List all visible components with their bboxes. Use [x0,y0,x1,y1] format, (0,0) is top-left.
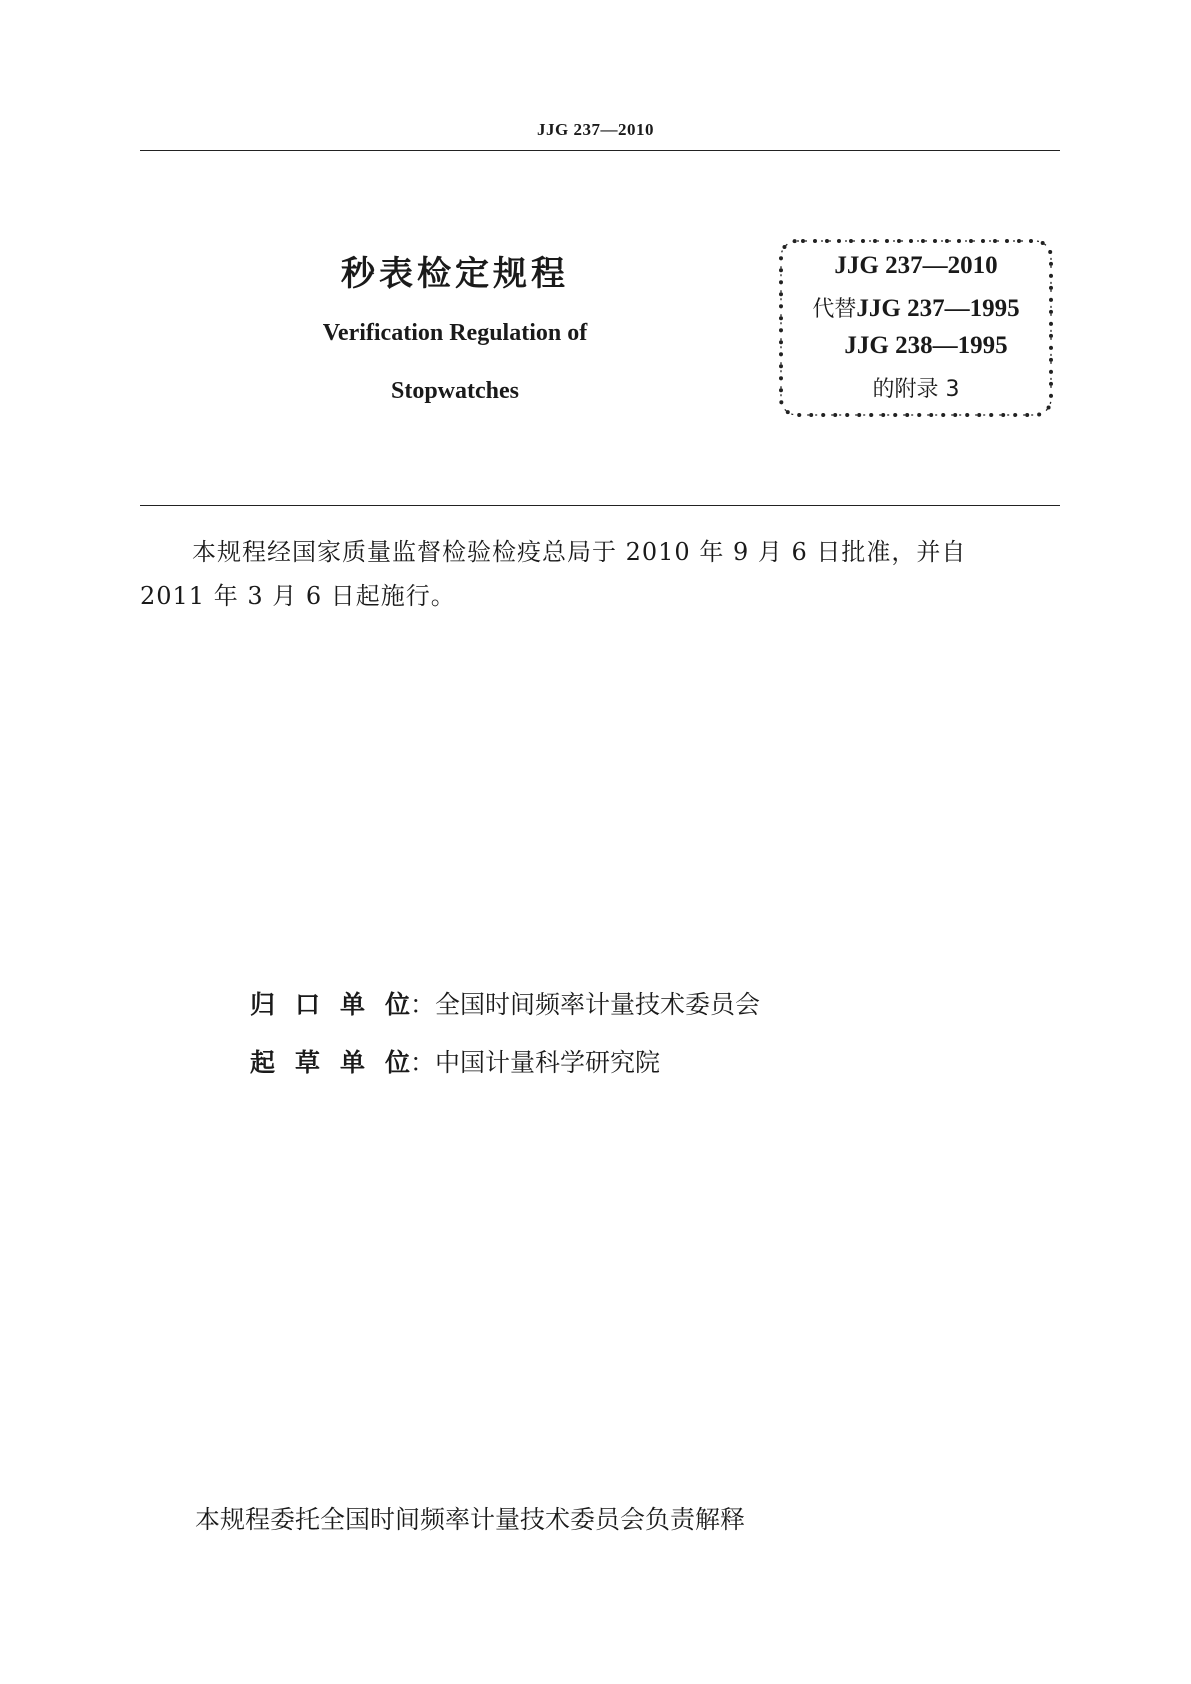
unit-row-drafting [250,1043,660,1079]
box-appendix: 的附录 3 [872,377,960,402]
title-chinese: 秒表检定规程 [341,254,569,294]
box-replaces-code: JJG 237—1995 [856,295,1020,322]
box-second-code: JJG 238—1995 [844,332,1008,359]
header-rule [140,150,1060,151]
box-code: JJG 237—2010 [834,252,998,279]
approval-line1: 本规程经国家质量监督检验检疫总局于 2010 年 9 月 6 日批准，并自 [192,538,967,566]
unit-colon: ： [410,1048,436,1077]
unit-label: 归口单位 [250,990,410,1019]
unit-colon: ： [410,990,436,1019]
title-english-line2: Stopwatches [390,378,519,404]
unit-row-responsible [250,985,760,1021]
replacement-box [778,238,1054,418]
box-replaces-line [778,292,1054,323]
unit-value: 中国计量科学研究院 [435,1048,661,1077]
unit-value: 全国时间频率计量技术委员会 [435,990,761,1019]
approval-line2: 2011 年 3 月 6 日起施行。 [140,582,456,610]
title-english-line1: Verification Regulation of [322,320,588,346]
footer-note: 本规程委托全国时间频率计量技术委员会负责解释 [195,1505,746,1534]
section-rule [140,505,1060,506]
box-replaces-prefix: 代替 [812,297,857,322]
header-code: JJG 237—2010 [537,120,654,139]
unit-label: 起草单位 [250,1048,410,1077]
